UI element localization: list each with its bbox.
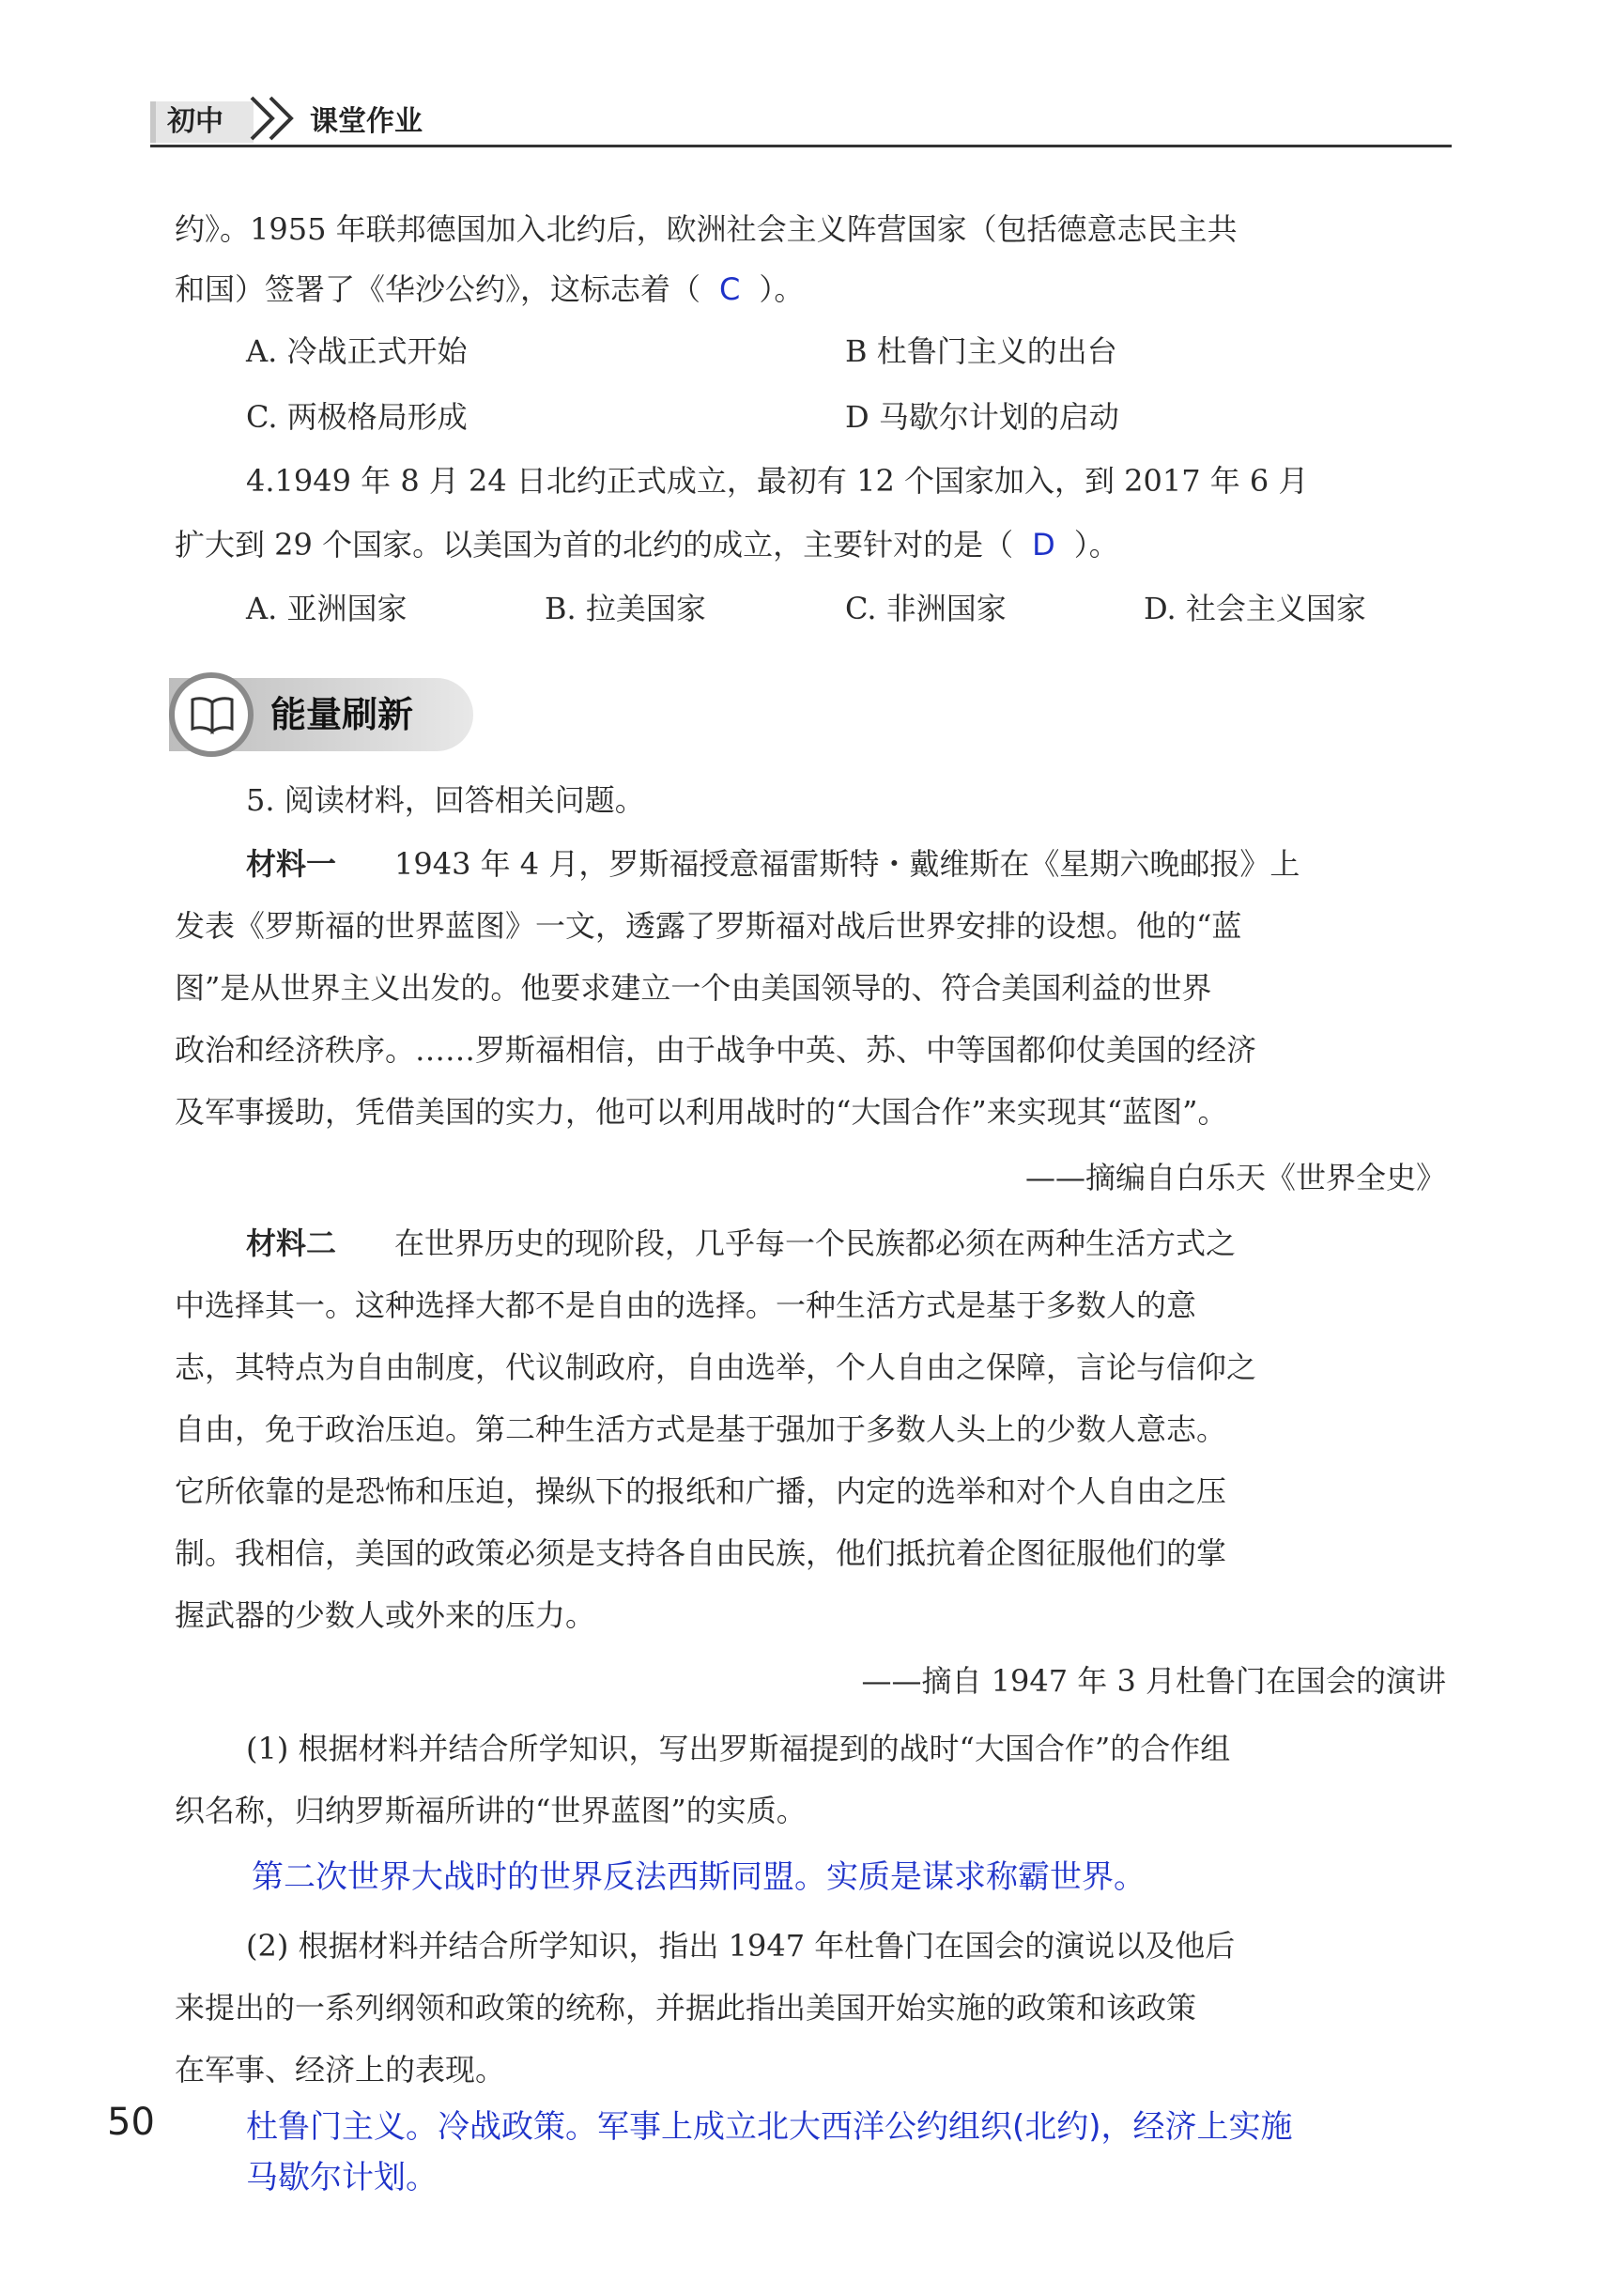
- q5-stem: 5. 阅读材料，回答相关问题。: [246, 782, 645, 818]
- q3-line-2: [175, 269, 804, 310]
- material-1-line: 发表《罗斯福的世界蓝图》一文，透露了罗斯福对战后世界安排的设想。他的“蓝: [175, 908, 1242, 944]
- header-rule: [150, 145, 1452, 147]
- material-2-line: 中选择其一。这种选择大都不是自由的选择。一种生活方式是基于多数人的意: [175, 1287, 1197, 1323]
- material-1-line: 1943 年 4 月，罗斯福授意福雷斯特・戴维斯在《星期六晚邮报》上: [394, 846, 1300, 882]
- q3-option-b: B 杜鲁门主义的出台: [845, 333, 1117, 369]
- material-2-line: 自由，免于政治压迫。第二种生活方式是基于强加于多数人头上的少数人意志。: [175, 1411, 1227, 1447]
- q4-line-1: 4.1949 年 8 月 24 日北约正式成立，最初有 12 个国家加入，到 2017 年 6 月: [246, 463, 1309, 499]
- q3-option-c: C. 两极格局形成: [246, 399, 468, 435]
- sub-question-2-answer-line: 马歇尔计划。: [246, 2159, 438, 2196]
- header-title: 课堂作业: [310, 105, 423, 138]
- material-2-line: 志，其特点为自由制度，代议制政府，自由选举，个人自由之保障，言论与信仰之: [175, 1349, 1257, 1385]
- material-2-line: 它所依靠的是恐怖和压迫，操纵下的报纸和广播，内定的选举和对个人自由之压: [175, 1473, 1227, 1509]
- q4-line-2-text: 扩大到 29 个国家。以美国为首的北约的成立，主要针对的是（: [175, 527, 1014, 562]
- material-2-line: 制。我相信，美国的政策必须是支持各自由民族，他们抵抗着企图征服他们的掌: [175, 1535, 1227, 1571]
- material-1-line: 及军事援助，凭借美国的实力，他可以利用战时的“大国合作”来实现其“蓝图”。: [175, 1094, 1228, 1130]
- q3-line-1: 约》。1955 年联邦德国加入北约后，欧洲社会主义阵营国家（包括德意志民主共: [175, 211, 1238, 247]
- q3-line-2-end: ）。: [759, 271, 805, 307]
- material-2-label: 材料二: [246, 1225, 337, 1261]
- material-1-source: ——摘编自白乐天《世界全史》: [1024, 1160, 1446, 1195]
- section-title: 能量刷新: [270, 694, 414, 735]
- material-1-line: 政治和经济秩序。……罗斯福相信，由于战争中英、苏、中等国都仰仗美国的经济: [175, 1032, 1257, 1068]
- q4-answer: D: [1032, 527, 1055, 562]
- q4-option-a: A. 亚洲国家: [246, 591, 408, 626]
- sub-question-2-line: 来提出的一系列纲领和政策的统称，并据此指出美国开始实施的政策和该政策: [175, 1990, 1197, 2026]
- sub-question-1-line: 织名称，归纳罗斯福所讲的“世界蓝图”的实质。: [175, 1793, 807, 1828]
- q4-option-b: B. 拉美国家: [545, 591, 706, 626]
- sub-question-2-line: (2) 根据材料并结合所学知识，指出 1947 年杜鲁门在国会的演说以及他后: [246, 1928, 1236, 1964]
- q3-option-a: A. 冷战正式开始: [246, 333, 468, 369]
- double-chevron-icon: [246, 92, 302, 145]
- sub-question-2-line: 在军事、经济上的表现。: [175, 2052, 506, 2088]
- material-2-line: 在世界历史的现阶段，几乎每一个民族都必须在两种生活方式之: [394, 1225, 1237, 1261]
- q4-line-2: [175, 524, 1119, 565]
- q4-option-d: D. 社会主义国家: [1144, 591, 1366, 626]
- material-1-label: 材料一: [246, 846, 337, 882]
- q3-answer: C: [719, 271, 741, 307]
- header-tag: 初中: [150, 101, 254, 143]
- material-2-line: 握武器的少数人或外来的压力。: [175, 1597, 596, 1633]
- material-1-line: 图”是从世界主义出发的。他要求建立一个由美国领导的、符合美国利益的世界: [175, 970, 1212, 1006]
- sub-question-1-answer: 第二次世界大战时的世界反法西斯同盟。实质是谋求称霸世界。: [252, 1858, 1146, 1896]
- page-number: 50: [107, 2101, 155, 2144]
- q4-line-2-end: ）。: [1073, 527, 1119, 562]
- q3-option-d: D 马歇尔计划的启动: [845, 399, 1119, 435]
- open-book-icon: [190, 695, 235, 734]
- sub-question-1-line: (1) 根据材料并结合所学知识，写出罗斯福提到的战时“大国合作”的合作组: [246, 1731, 1231, 1766]
- material-2-source: ——摘自 1947 年 3 月杜鲁门在国会的演讲: [861, 1663, 1446, 1699]
- sub-question-2-answer-line: 杜鲁门主义。冷战政策。军事上成立北大西洋公约组织(北约)，经济上实施: [246, 2108, 1293, 2146]
- q4-option-c: C. 非洲国家: [845, 591, 1007, 626]
- q3-line-2-text: 和国）签署了《华沙公约》，这标志着（: [175, 271, 701, 307]
